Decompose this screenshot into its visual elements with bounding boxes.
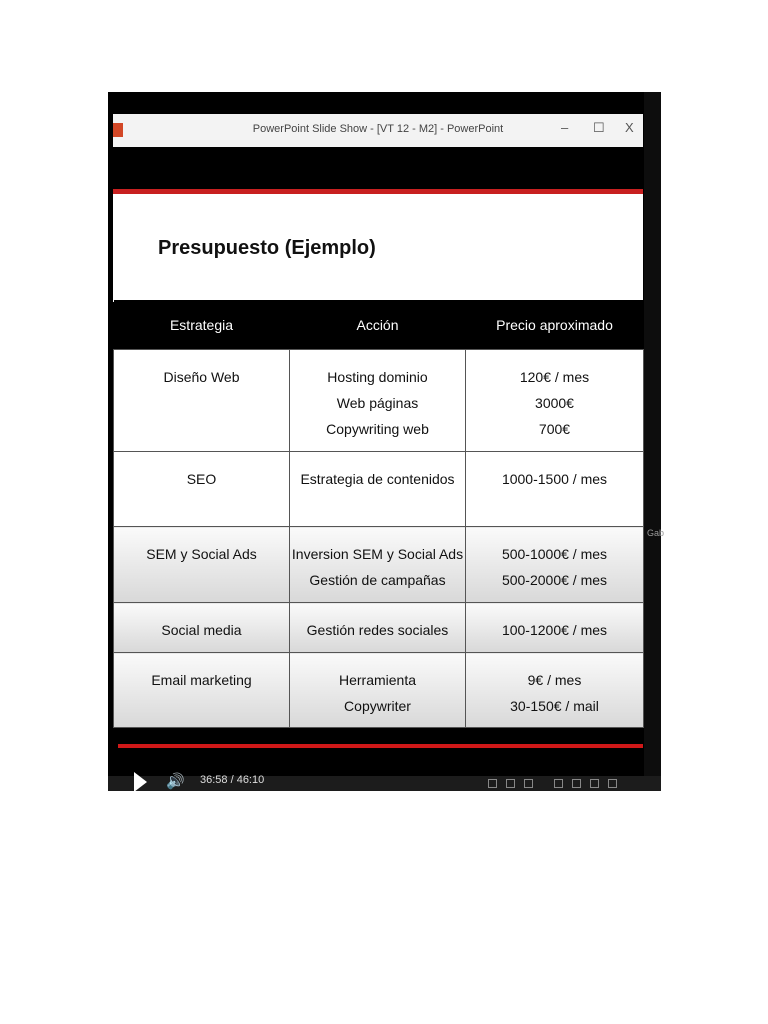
more-icon[interactable] <box>608 779 617 788</box>
header-accion: Acción <box>290 300 466 350</box>
slide-title: Presupuesto (Ejemplo) <box>158 237 376 259</box>
cell-line: Copywriter <box>344 698 411 714</box>
cell-accion: Estrategia de contenidos <box>290 452 466 527</box>
cell-estrategia: Diseño Web <box>114 350 290 452</box>
side-panel-text: Gab <box>647 528 665 538</box>
volume-icon[interactable]: 🔊 <box>166 773 185 790</box>
cell-precio <box>466 527 644 603</box>
table-row <box>114 603 644 653</box>
cell-line: Copywriting web <box>326 421 429 437</box>
cell-line: Web páginas <box>336 395 419 411</box>
header-precio: Precio aproximado <box>466 300 644 350</box>
cell-line: 3000€ <box>535 395 574 411</box>
cell-accion <box>290 527 466 603</box>
cell-accion <box>290 350 466 452</box>
cell-line: 120€ / mes <box>519 369 590 385</box>
cell-line: 500-2000€ / mes <box>501 572 608 588</box>
budget-table <box>113 300 644 728</box>
cell-line: 30-150€ / mail <box>510 698 599 714</box>
side-panel-edge <box>644 92 665 791</box>
window-title: PowerPoint Slide Show - [VT 12 - M2] - PowerPoint <box>252 123 504 135</box>
subtitles-icon[interactable] <box>488 779 497 788</box>
miniplayer-icon[interactable] <box>524 779 533 788</box>
close-button[interactable]: X <box>625 120 634 135</box>
fullscreen-icon[interactable] <box>590 779 599 788</box>
cell-estrategia: SEO <box>114 452 290 527</box>
table-row <box>114 527 644 603</box>
cell-line: 9€ / mes <box>527 672 582 688</box>
table-header-row <box>114 300 644 350</box>
table-row <box>114 653 644 728</box>
video-player-controls <box>108 773 661 791</box>
cell-precio <box>466 653 644 728</box>
table-row <box>114 452 644 527</box>
cell-accion <box>290 653 466 728</box>
maximize-button[interactable]: ☐ <box>593 120 605 135</box>
minimize-button[interactable]: – <box>561 120 569 135</box>
slide <box>113 147 643 742</box>
theater-mode-icon[interactable] <box>554 779 563 788</box>
cell-estrategia: Email marketing <box>114 653 290 728</box>
cell-accion: Gestión redes sociales <box>290 603 466 653</box>
header-estrategia: Estrategia <box>114 300 290 350</box>
window-titlebar <box>113 114 643 147</box>
cast-icon[interactable] <box>572 779 581 788</box>
cell-line: Inversion SEM y Social Ads <box>291 546 464 562</box>
play-icon[interactable] <box>134 772 147 792</box>
cell-line: Gestión de campañas <box>309 572 446 588</box>
time-display: 36:58 / 46:10 <box>200 774 265 786</box>
video-screenshot <box>108 92 665 791</box>
cell-line: 700€ <box>538 421 571 437</box>
cell-line: 500-1000€ / mes <box>501 546 608 562</box>
cell-estrategia: Social media <box>114 603 290 653</box>
settings-icon[interactable] <box>506 779 515 788</box>
cell-estrategia: SEM y Social Ads <box>114 527 290 603</box>
cell-precio: 1000-1500 / mes <box>466 452 644 527</box>
cell-precio: 100-1200€ / mes <box>466 603 644 653</box>
cell-line: Hosting dominio <box>327 369 428 385</box>
cell-precio <box>466 350 644 452</box>
video-progress-bar[interactable] <box>118 744 643 748</box>
table-row <box>114 350 644 452</box>
cell-line: Herramienta <box>338 672 417 688</box>
